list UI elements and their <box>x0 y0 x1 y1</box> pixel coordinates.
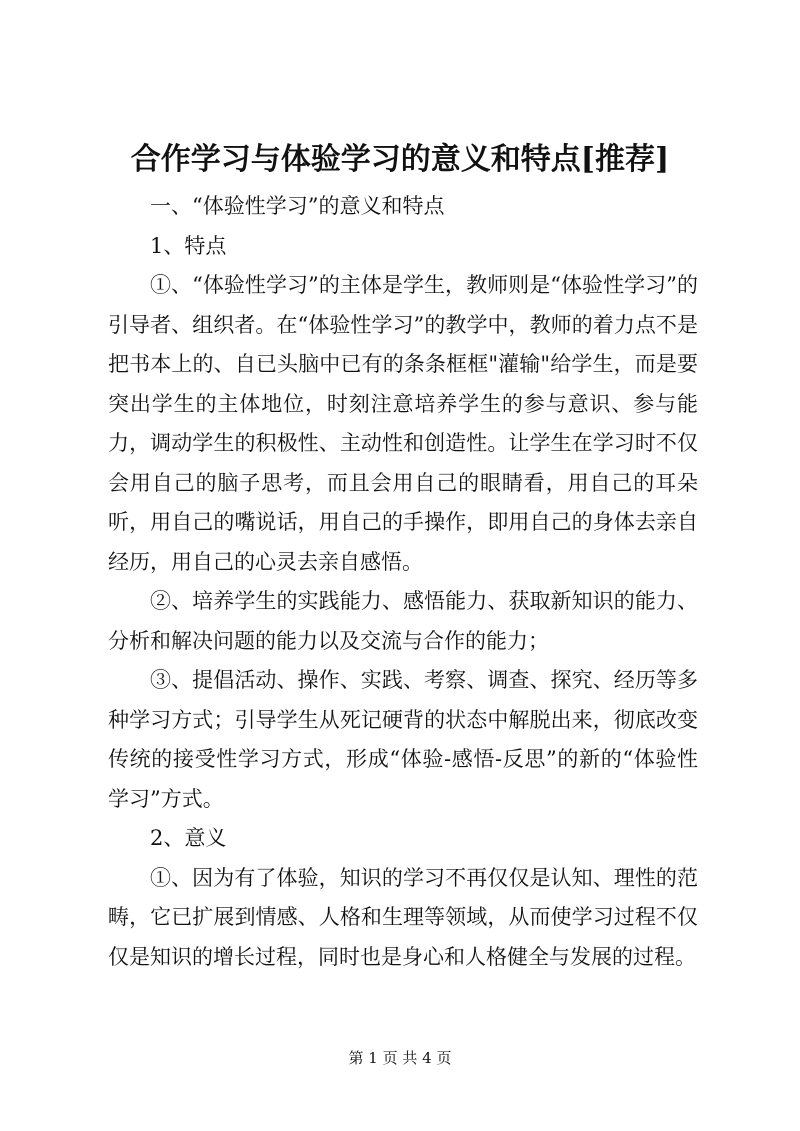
section-heading-1: 一、“体验性学习”的意义和特点 <box>150 194 445 218</box>
page-number-footer: 第 1 页 共 4 页 <box>348 1049 452 1067</box>
subsection-heading-features: 1、特点 <box>150 233 227 258</box>
paragraph-meaning-1: ①、因为有了体验，知识的学习不再仅仅是认知、理性的范畴，它已扩展到情感、人格和生理等领域，从而使学习过程不仅仅是知识的增长过程，同时也是身心和人格健全与发展的过程。 <box>108 865 698 969</box>
paragraph-feature-1: ①、“体验性学习”的主体是学生，教师则是“体验性学习”的引导者、组织者。在“体验性学习”的教学中，教师的着力点不是把书本上的、自已头脑中已有的条条框框"灌输"给学生，而是要突出学生的主体地位，时刻注意培养学生的参与意识、参与能力，调动学生的积极性、主动性和创造性。让学生在学习时不仅会用自己的脑子思考，而且会用自己的眼睛看，用自己的耳朵听，用自己的嘴说话，用自己的手操作，即用自己的身体去亲自经历，用自己的心灵去亲自感悟。 <box>108 273 698 574</box>
subsection-heading-meaning: 2、意义 <box>150 826 227 850</box>
paragraph-feature-2: ②、培养学生的实践能力、感悟能力、获取新知识的能力、分析和解决问题的能力以及交流与合作的能力； <box>108 589 698 653</box>
document-title: 合作学习与体验学习的意义和特点[推荐] <box>130 142 670 177</box>
document-body <box>108 187 698 977</box>
paragraph-feature-3: ③、提倡活动、操作、实践、考察、调查、探究、经历等多种学习方式；引导学生从死记硬背的状态中解脱出来，彻底改变传统的接受性学习方式，形成“体验-感悟-反思”的新的“体验性学习”方式。 <box>108 668 698 811</box>
